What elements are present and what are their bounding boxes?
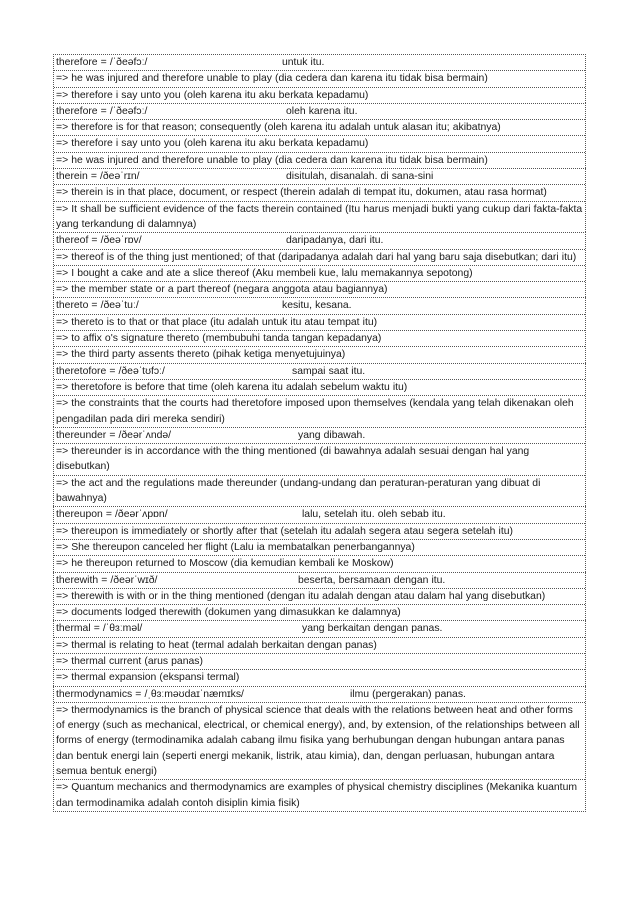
example-line: => thermodynamics is the branch of physical science that deals with the relations between heat and other forms of energy (such as mechanical, electrical, or chemical energy), and, by extension, of the relationships between all forms of energy (termodinamika adalah cabang ilmu fisika yang berhubungan dengan hubungan antara panas dan bentuk energi lain (seperti energi mekanik, listrik, atau kimia), dan, dengan perluasan, hubungan antara semua bentuk energi) bbox=[54, 703, 585, 780]
entry-header bbox=[54, 298, 585, 314]
entry-header bbox=[54, 687, 585, 703]
entry-translation: ilmu (pergerakan) panas. bbox=[350, 688, 466, 700]
example-line: => therefore i say unto you (oleh karena itu aku berkata kepadamu) bbox=[54, 136, 585, 152]
entry-header bbox=[54, 428, 585, 444]
example-line: => thereto is to that or that place (itu adalah untuk itu atau tempat itu) bbox=[54, 315, 585, 331]
glossary-entry bbox=[53, 297, 586, 362]
glossary-entry bbox=[53, 427, 586, 506]
example-line: => documents lodged therewith (dokumen yang dimasukkan ke dalamnya) bbox=[56, 607, 401, 619]
example-line: => he thereupon returned to Moscow (dia kemudian kembali ke Moskow) bbox=[56, 558, 394, 570]
example-line: => the constraints that the courts had theretofore imposed upon themselves (kendala yang telah dikenakan oleh pengadilan pada diri mereka sendiri) bbox=[56, 398, 574, 425]
example-line: => the third party assents thereto (pihak ketiga menyetujuinya) bbox=[56, 349, 346, 361]
entry-word-pronunciation: therein = /ðeəˈrɪn/ bbox=[56, 171, 140, 183]
example-line: => the member state or a part thereof (negara anggota atau bagiannya) bbox=[56, 284, 388, 296]
entry-word-pronunciation: thereof = /ðeəˈrɒv/ bbox=[56, 235, 142, 247]
glossary-entry bbox=[53, 506, 586, 571]
entry-word-pronunciation: therewith = /ðeərˈwɪð/ bbox=[56, 574, 158, 586]
entry-word-pronunciation: thermodynamics = /ˌθɜːməʊdaɪˈnæmɪks/ bbox=[56, 688, 244, 700]
entry-header bbox=[54, 507, 585, 523]
example-line: => thereunder is in accordance with the thing mentioned (di bawahnya adalah sesuai dengan hal yang disebutkan) bbox=[54, 444, 585, 476]
entry-translation: beserta, bersamaan dengan itu. bbox=[298, 574, 446, 586]
entry-translation: kesitu, kesana. bbox=[282, 300, 352, 312]
example-line: => thermal current (arus panas) bbox=[54, 654, 585, 670]
entry-translation: daripadanya, dari itu. bbox=[286, 235, 384, 247]
example-line: => he was injured and therefore unable to play (dia cedera dan karena itu tidak bisa bermain) bbox=[54, 71, 585, 87]
entry-header bbox=[54, 364, 585, 380]
entry-word-pronunciation: therefore = /ˈðeəfɔː/ bbox=[56, 105, 148, 117]
example-line: => therein is in that place, document, or respect (therein adalah di tempat itu, dokumen, atau rasa hormat) bbox=[54, 185, 585, 201]
glossary-document bbox=[53, 54, 586, 812]
entry-word-pronunciation: therefore = /ˈðeəfɔː/ bbox=[56, 57, 148, 68]
entry-header bbox=[54, 169, 585, 185]
example-line: => therewith is with or in the thing mentioned (dengan itu adalah dengan atau dalam hal yang disebutkan) bbox=[54, 589, 585, 605]
entry-word-pronunciation: thereunder = /ðeərˈʌndə/ bbox=[56, 429, 172, 441]
entry-translation: lalu, setelah itu. oleh sebab itu. bbox=[302, 509, 446, 521]
glossary-entry bbox=[53, 686, 586, 812]
example-line: => theretofore is before that time (oleh karena itu adalah sebelum waktu itu) bbox=[54, 380, 585, 396]
glossary-entry bbox=[53, 103, 586, 168]
example-line: => thereupon is immediately or shortly after that (setelah itu adalah segera atau segera setelah itu) bbox=[54, 524, 585, 540]
example-line: => thermal expansion (ekspansi termal) bbox=[56, 672, 240, 684]
example-line: => the act and the regulations made thereunder (undang-undang dan peraturan-peraturan yang dibuat di bawahnya) bbox=[56, 477, 541, 505]
entry-translation: untuk itu. bbox=[282, 57, 325, 68]
example-line: => to affix o's signature thereto (membubuhi tanda tangan kepadanya) bbox=[54, 331, 585, 347]
example-line: => It shall be sufficient evidence of the facts therein contained (Itu harus menjadi bukti yang cukup dari fakta-fakta yang terkandung di dalamnya) bbox=[56, 203, 583, 230]
glossary-entry bbox=[53, 572, 586, 621]
entry-header bbox=[54, 233, 585, 249]
example-line: => Quantum mechanics and thermodynamics are examples of physical chemistry disciplines (Mekanika kuantum dan termodinamika adalah contoh disiplin kimia fisik) bbox=[56, 782, 578, 809]
entry-translation: sampai saat itu. bbox=[292, 365, 366, 377]
glossary-entry bbox=[53, 54, 586, 103]
entry-translation: yang berkaitan dengan panas. bbox=[302, 623, 443, 635]
entry-word-pronunciation: theretofore = /ðeəˈtʊfɔː/ bbox=[56, 365, 165, 377]
example-line: => thermal is relating to heat (termal adalah berkaitan dengan panas) bbox=[54, 638, 585, 654]
glossary-entry bbox=[53, 168, 586, 232]
glossary-entry bbox=[53, 232, 586, 297]
example-line: => She thereupon canceled her flight (Lalu ia membatalkan penerbangannya) bbox=[54, 540, 585, 556]
entry-word-pronunciation: thermal = /ˈθɜːməl/ bbox=[56, 623, 143, 635]
entry-header bbox=[54, 104, 585, 120]
example-line: => therefore is for that reason; consequently (oleh karena itu adalah untuk alasan itu; akibatnya) bbox=[54, 120, 585, 136]
entry-header bbox=[54, 621, 585, 637]
entry-word-pronunciation: thereto = /ðeəˈtuː/ bbox=[56, 300, 139, 312]
entry-translation: disitulah, disanalah. di sana-sini bbox=[286, 171, 434, 183]
example-line: => he was injured and therefore unable to play (dia cedera dan karena itu tidak bisa bermain) bbox=[56, 154, 488, 166]
entry-header bbox=[54, 573, 585, 589]
example-line: => therefore i say unto you (oleh karena itu aku berkata kepadamu) bbox=[56, 89, 369, 101]
entry-translation: oleh karena itu. bbox=[286, 105, 358, 117]
entry-word-pronunciation: thereupon = /ðeərˈʌpɒn/ bbox=[56, 509, 168, 521]
entry-header bbox=[54, 55, 585, 71]
example-line: => I bought a cake and ate a slice thereof (Aku membeli kue, lalu memakannya sepotong) bbox=[54, 266, 585, 282]
entry-translation: yang dibawah. bbox=[298, 429, 366, 441]
glossary-entry bbox=[53, 363, 586, 427]
glossary-entry bbox=[53, 620, 586, 685]
example-line: => thereof is of the thing just mentioned; of that (daripadanya adalah dari hal yang baru saja disebutkan; dari itu) bbox=[54, 250, 585, 266]
